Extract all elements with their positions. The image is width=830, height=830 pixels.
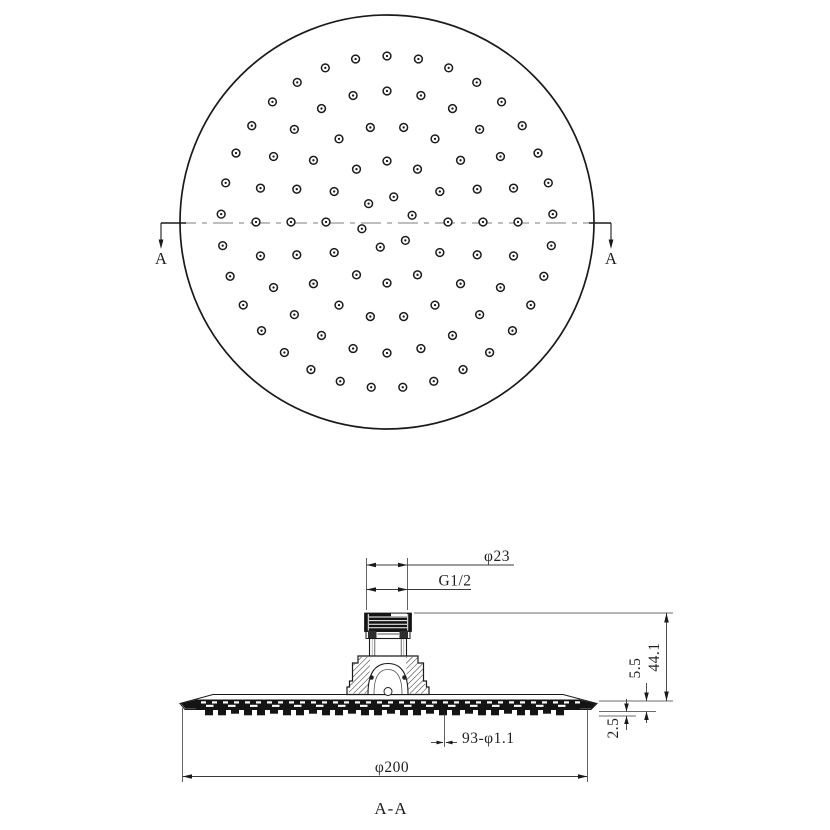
dim-nut-od [367, 548, 515, 567]
nozzle-hole [473, 251, 481, 259]
nozzle-tooth [543, 710, 551, 714]
section-marker-left-label: A [155, 249, 167, 268]
water-channel-slot [575, 701, 580, 703]
water-channel-slot [267, 701, 272, 703]
nozzle-hole [417, 92, 425, 100]
nozzle-hole [399, 383, 407, 391]
nozzle-tooth [478, 710, 486, 716]
nozzle-hole [280, 349, 288, 357]
nozzle-hole [514, 218, 522, 226]
nozzle-hole [518, 122, 526, 130]
nozzle-teeth [205, 710, 564, 716]
water-channel-slot [212, 701, 217, 703]
dim-holes-callout [431, 714, 514, 747]
nozzle-tooth [400, 710, 408, 716]
nozzle-hole [430, 377, 438, 385]
dim-face-diameter [183, 708, 588, 782]
water-channel-slot [558, 705, 566, 707]
nozzle-hole [509, 327, 517, 335]
water-channel-slot [250, 705, 258, 707]
section-arrow-right [609, 240, 614, 250]
nozzle-hole [330, 188, 338, 196]
nozzle-tooth [231, 710, 239, 714]
water-channel-slot [360, 705, 368, 707]
nozzle-hole [457, 156, 465, 164]
nozzle-hole [445, 64, 453, 72]
nozzle-hole [510, 252, 518, 260]
nozzle-hole [353, 165, 361, 173]
retainer-right [402, 675, 407, 680]
nozzle-hole [322, 218, 330, 226]
nozzle-hole [366, 124, 374, 132]
dim-total-height [414, 613, 673, 701]
shower-face-circle [180, 15, 594, 429]
water-channel-slot [465, 701, 470, 703]
nozzle-hole [310, 156, 318, 164]
nozzle-hole [549, 210, 557, 218]
section-arrow-left [159, 240, 164, 250]
nozzle-hole [534, 149, 542, 157]
nozzle-hole [367, 383, 375, 391]
section-marker-right-label: A [605, 249, 617, 268]
water-channel-slot [404, 705, 412, 707]
nozzle-hole [252, 218, 260, 226]
nozzle-hole [486, 349, 494, 357]
nozzle-hole [239, 301, 247, 309]
water-channel-slot [382, 705, 390, 707]
water-channel-slot [520, 701, 525, 703]
nozzle-hole [476, 125, 484, 133]
inlet-connector [347, 613, 429, 696]
nozzle-tooth [439, 710, 447, 716]
water-channel-slot [509, 701, 514, 703]
seal-left [368, 631, 377, 639]
nozzle-hole [349, 345, 357, 353]
section-view [180, 548, 673, 818]
nozzle-hole [436, 188, 444, 196]
water-channel-slot [443, 701, 448, 703]
nozzle-tooth [244, 710, 252, 716]
nozzle-hole [431, 135, 439, 143]
nozzle-tooth [504, 710, 512, 714]
plate-band [196, 700, 580, 711]
dim-nut-od-label: φ23 [484, 548, 510, 565]
water-channel-slot [410, 701, 415, 703]
nozzle-hole [307, 366, 315, 374]
seal-right [400, 631, 409, 639]
water-channel-slot [426, 705, 434, 707]
nozzle-hole [497, 153, 505, 161]
nozzle-hole [270, 284, 278, 292]
water-channel-slot [311, 701, 316, 703]
nozzle-hole [358, 225, 366, 233]
nozzle-hole [436, 249, 444, 257]
nozzle-hole [408, 211, 416, 219]
water-channel-slot [487, 701, 492, 703]
nozzle-tooth [205, 710, 213, 716]
water-channel-slot [316, 705, 324, 707]
nozzle-hole [444, 218, 452, 226]
water-channel-slot [514, 705, 522, 707]
nozzle-hole [414, 165, 422, 173]
water-channel-slot [228, 705, 236, 707]
nozzle-hole [270, 153, 278, 161]
connector-neck [370, 639, 407, 657]
nozzle-tooth [426, 710, 434, 714]
nozzle-hole [365, 200, 373, 208]
water-channel-slot [272, 705, 280, 707]
nozzle-hole [383, 279, 391, 287]
nozzle-hole [318, 105, 326, 113]
water-channel-slot [498, 701, 503, 703]
nozzle-hole [352, 55, 360, 63]
nozzle-hole [290, 311, 298, 319]
nozzle-hole [330, 249, 338, 257]
water-channel-slot [399, 701, 404, 703]
water-channel-slot [377, 701, 382, 703]
nozzle-hole [293, 251, 301, 259]
nozzle-hole [459, 366, 467, 374]
water-channel-slot [492, 705, 500, 707]
nozzle-tooth [556, 710, 564, 716]
nozzle-hole [383, 157, 391, 165]
plate-cross-section [180, 695, 597, 716]
nozzle-tooth [322, 710, 330, 716]
nozzle-hole [400, 124, 408, 132]
nozzle-hole [269, 98, 277, 106]
dimensions [183, 548, 674, 782]
dim-face-diameter-label: φ200 [374, 759, 410, 776]
water-channel-slot [536, 705, 544, 707]
water-channel-slot [366, 701, 371, 703]
nozzle-tooth [374, 710, 382, 716]
nozzle-hole [449, 332, 457, 340]
nozzle-tooth [283, 710, 291, 716]
nozzle-hole [217, 210, 225, 218]
nozzle-hole [376, 243, 384, 251]
nozzle-tooth [218, 710, 226, 716]
water-channel-slot [448, 705, 456, 707]
water-channel-slot [344, 701, 349, 703]
nozzle-hole [226, 272, 234, 280]
nozzle-hole [383, 52, 391, 60]
nozzle-hole [336, 377, 344, 385]
nozzle-hole [473, 78, 481, 86]
dim-holes-label: 93-φ1.1 [462, 730, 515, 747]
dim-body-height-label: 5.5 [627, 657, 644, 679]
nozzle-hole [248, 122, 256, 130]
nozzle-tooth [270, 710, 278, 714]
top-view [155, 15, 617, 429]
water-channel-slot [553, 701, 558, 703]
nozzle-tooth [296, 710, 304, 716]
water-channel-slot [355, 701, 360, 703]
water-channel-slot [564, 701, 569, 703]
nozzle-hole [222, 179, 230, 187]
section-title: A-A [374, 799, 408, 818]
nozzle-hole [457, 280, 465, 288]
nozzle-hole [498, 98, 506, 106]
center-outlet [384, 688, 392, 696]
nozzle-tooth [387, 710, 395, 714]
nozzle-hole [366, 313, 374, 321]
nozzle-hole [473, 185, 481, 193]
water-channel-slot [201, 701, 206, 703]
water-channel-slot [454, 701, 459, 703]
nozzle-hole [390, 193, 398, 201]
nozzle-tooth [348, 710, 356, 714]
nozzle-tooth [530, 710, 538, 716]
nozzle-hole [293, 78, 301, 86]
nozzle-hole [401, 236, 409, 244]
nozzle-hole [318, 332, 326, 340]
nozzle-hole [449, 105, 457, 113]
dim-total-height-label: 44.1 [646, 642, 663, 672]
water-channel-slot [322, 701, 327, 703]
nozzle-hole [476, 311, 484, 319]
water-channel-slot [223, 701, 228, 703]
dim-thread-label: G1/2 [438, 572, 472, 590]
nozzle-hole [335, 135, 343, 143]
nozzle-hole [540, 272, 548, 280]
nozzle-tooth [491, 710, 499, 716]
water-channel-slot [300, 701, 305, 703]
nozzle-tooth [413, 710, 421, 716]
nozzle-tooth [361, 710, 369, 716]
nozzle-hole [544, 179, 552, 187]
dim-thread [367, 573, 472, 592]
water-channel-slot [542, 701, 547, 703]
nozzle-hole [321, 64, 329, 72]
nozzle-hole [349, 92, 357, 100]
nozzle-hole [479, 218, 487, 226]
nozzle-hole [258, 327, 266, 335]
water-channel-slot [278, 701, 283, 703]
nozzle-hole [293, 185, 301, 193]
nozzle-tooth [452, 710, 460, 716]
water-channel-slot [476, 701, 481, 703]
nozzle-hole [290, 125, 298, 133]
water-channel-slot [338, 705, 346, 707]
nozzle-hole [257, 184, 265, 192]
nozzle-hole [353, 271, 361, 279]
nozzle-hole [510, 184, 518, 192]
water-channel-slot [245, 701, 250, 703]
nozzle-hole [232, 149, 240, 157]
water-channel-slot [333, 701, 338, 703]
nozzle-hole [400, 313, 408, 321]
nozzle-tooth [517, 710, 525, 716]
connector-collar [347, 656, 429, 696]
nozzle-hole [547, 242, 555, 250]
nozzle-hole [431, 301, 439, 309]
water-channel-slot [421, 701, 426, 703]
nozzle-tooth [257, 710, 265, 716]
water-channel-slot [206, 705, 214, 707]
water-channel-slot [294, 705, 302, 707]
nozzle-hole [383, 349, 391, 357]
retainer-left [369, 675, 374, 680]
nozzle-tooth [309, 710, 317, 714]
nozzle-tooth [335, 710, 343, 716]
water-channel-slot [256, 701, 261, 703]
dim-nozzle-height [605, 699, 629, 738]
water-channel-slot [234, 701, 239, 703]
water-channel-slot [470, 705, 478, 707]
nozzle-hole [415, 55, 423, 63]
water-channel-slot [531, 701, 536, 703]
nozzle-hole [527, 301, 535, 309]
water-channel-slot [432, 701, 437, 703]
nozzle-tooth [465, 710, 473, 714]
water-channel-slot [388, 701, 393, 703]
nut-notch [391, 614, 407, 617]
nozzle-hole [335, 301, 343, 309]
nozzle-hole [383, 87, 391, 95]
water-channel-slot [289, 701, 294, 703]
nozzle-hole [219, 242, 227, 250]
nozzle-hole [287, 218, 295, 226]
nozzle-hole [417, 345, 425, 353]
nozzle-hole [497, 284, 505, 292]
nozzle-hole [310, 280, 318, 288]
nozzle-hole [414, 271, 422, 279]
nozzle-hole [257, 252, 265, 260]
dim-nozzle-height-label: 2.5 [605, 717, 622, 739]
